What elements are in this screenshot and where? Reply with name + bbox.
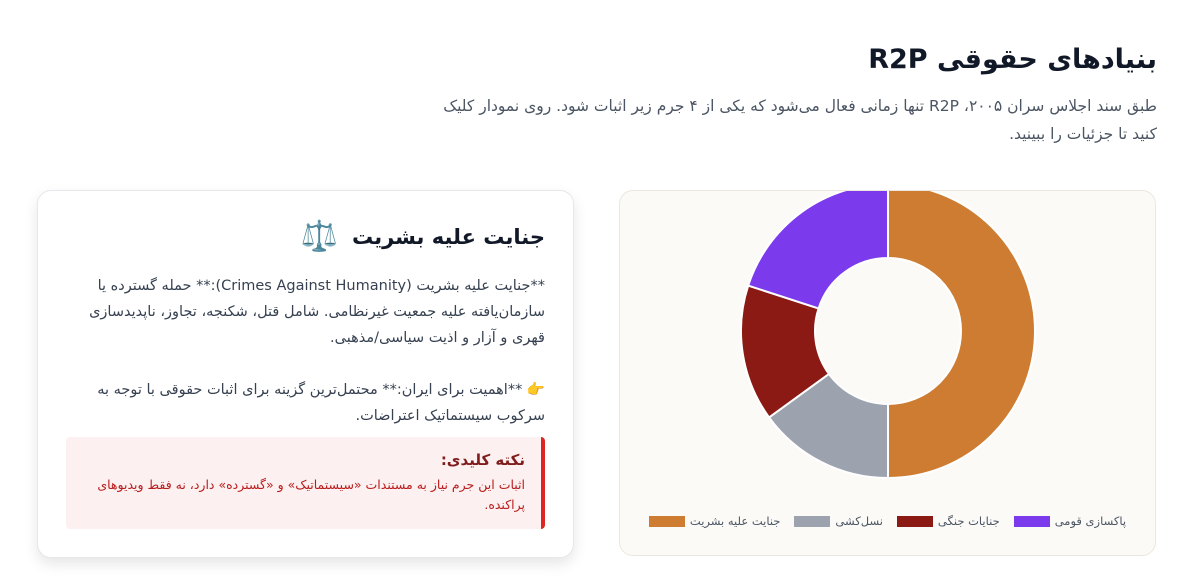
donut-slice[interactable] [888, 191, 1035, 478]
balance-scale-icon: ⚖️ [300, 219, 338, 254]
legend-item[interactable] [897, 514, 1000, 528]
page-header [417, 40, 1157, 148]
legend-item[interactable] [1014, 514, 1126, 528]
key-note-box [66, 437, 545, 529]
key-note-title: نکته کلیدی: [440, 451, 525, 469]
legend-swatch [649, 516, 685, 527]
legend-swatch [897, 516, 933, 527]
card-title: جنایت علیه بشریت [352, 225, 545, 249]
page-subtitle: طبق سند اجلاس سران ۲۰۰۵، R2P تنها زمانی فعال می‌شود که یکی از ۴ جرم زیر اثبات شود. روی نمودار کلیک کنید تا جزئیات را ببینید. [443, 97, 1157, 143]
donut-slice[interactable] [748, 191, 888, 308]
key-note-text: اثبات این جرم نیاز به مستندات «سیستماتیک» و «گسترده» دارد، نه فقط ویدیوهای پراکنده. [97, 477, 525, 512]
legend-swatch [1014, 516, 1050, 527]
chart-card [619, 190, 1156, 556]
legend-item[interactable] [794, 514, 883, 528]
card-description: **جنایت علیه بشریت (Crimes Against Humanity):** حمله گسترده یا سازمان‌یافته علیه جمعیت غیرنظامی. شامل قتل، شکنجه، تجاوز، ناپدیدسازی قهری و آزار و اذیت سیاسی/مذهبی. [89, 278, 545, 346]
card-header [66, 217, 545, 257]
legend-label: نسل‌کشی [835, 514, 883, 528]
page-title: بنیادهای حقوقی R2P [868, 44, 1157, 75]
legend-label: پاکسازی قومی [1054, 514, 1127, 528]
legend-label: جنایت علیه بشریت [689, 514, 781, 528]
legend-label: جنایات جنگی [937, 514, 1000, 528]
crime-details-card [37, 190, 574, 558]
legend-swatch [794, 516, 830, 527]
chart-legend [620, 514, 1155, 528]
card-importance: 👉 **اهمیت برای ایران:** محتمل‌ترین گزینه برای اثبات حقوقی با توجه به سرکوب سیستماتیک اعتراضات. [97, 382, 545, 424]
doughnut-chart[interactable] [620, 191, 1157, 557]
card-body [66, 273, 545, 429]
legend-item[interactable] [649, 514, 781, 528]
